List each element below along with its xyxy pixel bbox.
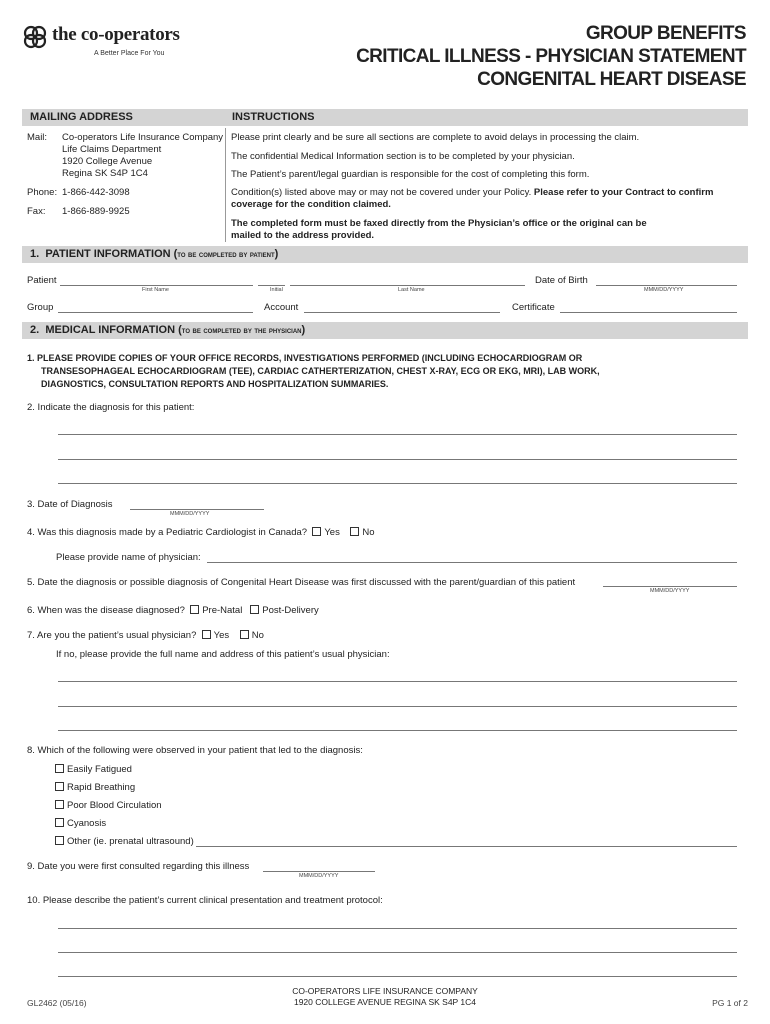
symptom-option[interactable] bbox=[55, 800, 162, 811]
instruction-1: Please print clearly and be sure all sections are complete to avoid delays in processing the claim. bbox=[231, 132, 640, 143]
presentation-line-3[interactable] bbox=[58, 976, 737, 977]
question-2: 2. Indicate the diagnosis for this patient: bbox=[27, 402, 195, 413]
group-label: Group bbox=[27, 302, 54, 313]
dob-format: MMM/DD/YYYY bbox=[644, 287, 684, 293]
instruction-4b: Please refer to your Contract to confirm bbox=[533, 187, 714, 198]
diagnosis-date-format: MMM/DD/YYYY bbox=[170, 511, 210, 517]
symptom-label: Easily Fatigued bbox=[67, 764, 132, 775]
mail-address bbox=[62, 132, 223, 180]
symptom-checkbox[interactable] bbox=[55, 782, 64, 791]
diagnosis-date-field[interactable] bbox=[130, 509, 264, 510]
title-line-3: CONGENITAL HEART DISEASE bbox=[477, 69, 746, 90]
symptom-option[interactable] bbox=[55, 836, 194, 847]
q7-yes-checkbox[interactable] bbox=[202, 630, 211, 639]
diagnosis-line-1[interactable] bbox=[58, 434, 737, 435]
mail-label: Mail: bbox=[27, 132, 48, 143]
instructions-heading: INSTRUCTIONS bbox=[232, 111, 315, 123]
symptom-label: Rapid Breathing bbox=[67, 782, 136, 793]
symptom-option[interactable] bbox=[55, 782, 135, 793]
question-9: 9. Date you were first consulted regarding this illness bbox=[27, 861, 250, 872]
q7-no-checkbox[interactable] bbox=[240, 630, 249, 639]
last-name-caption: Last Name bbox=[398, 287, 425, 293]
symptom-checkbox[interactable] bbox=[55, 764, 64, 773]
mail-line: Regina SK S4P 1C4 bbox=[62, 168, 148, 179]
question-3: 3. Date of Diagnosis bbox=[27, 499, 113, 510]
dob-label: Date of Birth bbox=[535, 275, 588, 286]
column-divider bbox=[225, 128, 226, 242]
consult-date-field[interactable] bbox=[263, 871, 375, 872]
q4-no-checkbox[interactable] bbox=[350, 527, 359, 536]
symptom-checkbox[interactable] bbox=[55, 818, 64, 827]
discussion-date-field[interactable] bbox=[603, 586, 737, 587]
symptom-label: Poor Blood Circulation bbox=[67, 800, 162, 811]
q7-no-label: No bbox=[251, 630, 264, 641]
last-name-field[interactable] bbox=[290, 285, 525, 286]
question-4-text: 4. Was this diagnosis made by a Pediatric Cardiologist in Canada? bbox=[27, 527, 308, 538]
question-6 bbox=[27, 605, 319, 616]
symptom-option[interactable] bbox=[55, 818, 106, 829]
physician-name-label: Please provide name of physician: bbox=[56, 552, 201, 563]
prenatal-label: Pre-Natal bbox=[202, 605, 243, 616]
first-name-field[interactable] bbox=[60, 285, 253, 286]
section-2-number: 2. bbox=[30, 324, 40, 336]
footer-company-name: CO-OPERATORS LIFE INSURANCE COMPANY bbox=[292, 986, 478, 996]
presentation-line-1[interactable] bbox=[58, 928, 737, 929]
symptom-label: Other (ie. prenatal ultrasound) bbox=[67, 836, 194, 847]
mailing-heading: MAILING ADDRESS bbox=[30, 111, 133, 123]
footer-company-address: 1920 COLLEGE AVENUE REGINA SK S4P 1C4 bbox=[293, 997, 477, 1007]
instruction-3: The Patient’s parent/legal guardian is responsible for the cost of completing this form. bbox=[231, 169, 590, 180]
phone-number: 1-866-442-3098 bbox=[62, 187, 130, 198]
q4-yes-label: Yes bbox=[324, 527, 340, 538]
dob-field[interactable] bbox=[596, 285, 737, 286]
question-5: 5. Date the diagnosis or possible diagnosis of Congenital Heart Disease was first discussed with the parent/guardian of this patient bbox=[27, 577, 576, 588]
account-label: Account bbox=[264, 302, 299, 313]
phone-label: Phone: bbox=[27, 187, 58, 198]
instruction-5b: mailed to the address provided. bbox=[231, 230, 375, 241]
usual-physician-line-3[interactable] bbox=[58, 730, 737, 731]
symptom-checkbox[interactable] bbox=[55, 836, 64, 845]
question-1-line: TRANSESOPHAGEAL ECHOCARDIOGRAM (TEE), CARDIAC CATHERTERIZATION, CHEST X-RAY, ECG OR EKG, MRI), LAB WORK, bbox=[41, 366, 600, 376]
q4-yes-checkbox[interactable] bbox=[312, 527, 321, 536]
diagnosis-line-3[interactable] bbox=[58, 483, 737, 484]
question-1-line: DIAGNOSTICS, CONSULTATION REPORTS AND HOSPITALIZATION SUMMARIES. bbox=[41, 379, 389, 389]
certificate-field[interactable] bbox=[560, 312, 737, 313]
mail-line: Co-operators Life Insurance Company bbox=[62, 132, 224, 143]
postdelivery-checkbox[interactable] bbox=[250, 605, 259, 614]
usual-physician-label: If no, please provide the full name and address of this patient’s usual physician: bbox=[56, 649, 390, 660]
group-field[interactable] bbox=[58, 312, 253, 313]
question-1 bbox=[27, 352, 600, 391]
patient-label: Patient bbox=[27, 275, 57, 286]
first-name-caption: First Name bbox=[142, 287, 169, 293]
page-title bbox=[356, 22, 746, 91]
question-7-text: 7. Are you the patient’s usual physician? bbox=[27, 630, 197, 641]
question-4 bbox=[27, 527, 375, 538]
fax-number: 1-866-889-9925 bbox=[62, 206, 130, 217]
section-2-close: ) bbox=[301, 324, 306, 336]
symptom-option[interactable] bbox=[55, 764, 132, 775]
postdelivery-label: Post-Delivery bbox=[262, 605, 319, 616]
q4-no-label: No bbox=[362, 527, 375, 538]
q7-yes-label: Yes bbox=[213, 630, 230, 641]
question-1-line: 1. PLEASE PROVIDE COPIES OF YOUR OFFICE RECORDS, INVESTIGATIONS PERFORMED (INCLUDING ECHOCARDIOGRAM OR bbox=[27, 353, 583, 363]
mail-line: Life Claims Department bbox=[62, 144, 162, 155]
instruction-4c: coverage for the condition claimed. bbox=[231, 199, 391, 210]
section-1-title bbox=[30, 246, 278, 263]
section-1-heading: PATIENT INFORMATION ( bbox=[45, 248, 178, 260]
symptom-label: Cyanosis bbox=[67, 818, 107, 829]
prenatal-checkbox[interactable] bbox=[190, 605, 199, 614]
other-symptom-field[interactable] bbox=[196, 846, 737, 847]
brand-name: the co-operators bbox=[52, 24, 180, 45]
mail-line: 1920 College Avenue bbox=[62, 156, 153, 167]
consult-date-format: MMM/DD/YYYY bbox=[299, 873, 339, 879]
page-number: PG 1 of 2 bbox=[712, 998, 748, 1008]
question-10: 10. Please describe the patient’s current clinical presentation and treatment protocol: bbox=[27, 895, 383, 906]
section-1-number: 1. bbox=[30, 248, 40, 260]
question-8: 8. Which of the following were observed in your patient that led to the diagnosis: bbox=[27, 745, 363, 756]
co-operators-logo-icon bbox=[22, 24, 48, 50]
initial-caption: Initial bbox=[270, 287, 283, 293]
section-2-title bbox=[30, 322, 305, 339]
presentation-line-2[interactable] bbox=[58, 952, 737, 953]
instruction-4 bbox=[231, 187, 743, 198]
section-2-subheading: to be completed by the physician bbox=[181, 325, 302, 335]
title-line-2: CRITICAL ILLNESS - PHYSICIAN STATEMENT bbox=[356, 46, 746, 67]
instruction-2: The confidential Medical Information section is to be completed by your physician. bbox=[231, 151, 575, 162]
instruction-5a: The completed form must be faxed directly from the Physician’s office or the original can be bbox=[231, 218, 647, 229]
question-7 bbox=[27, 630, 264, 641]
discussion-date-format: MMM/DD/YYYY bbox=[650, 588, 690, 594]
initial-field[interactable] bbox=[258, 285, 285, 286]
section-1-subheading: to be completed by patient bbox=[177, 249, 275, 259]
footer-company bbox=[0, 986, 770, 1008]
fax-label: Fax: bbox=[27, 206, 46, 217]
section-2-heading: MEDICAL INFORMATION ( bbox=[45, 324, 182, 336]
account-field[interactable] bbox=[304, 312, 500, 313]
symptom-checkbox[interactable] bbox=[55, 800, 64, 809]
section-1-close: ) bbox=[274, 248, 279, 260]
usual-physician-line-2[interactable] bbox=[58, 706, 737, 707]
title-line-1: GROUP BENEFITS bbox=[585, 23, 746, 44]
question-6-text: 6. When was the disease diagnosed? bbox=[27, 605, 185, 616]
certificate-label: Certificate bbox=[512, 302, 555, 313]
instruction-4a: Condition(s) listed above may or may not be covered under your Policy. bbox=[231, 187, 532, 198]
form-code: GL2462 (05/16) bbox=[27, 998, 87, 1008]
brand-tagline: A Better Place For You bbox=[94, 50, 165, 57]
usual-physician-line-1[interactable] bbox=[58, 681, 737, 682]
diagnosis-line-2[interactable] bbox=[58, 459, 737, 460]
physician-name-field[interactable] bbox=[207, 562, 737, 563]
